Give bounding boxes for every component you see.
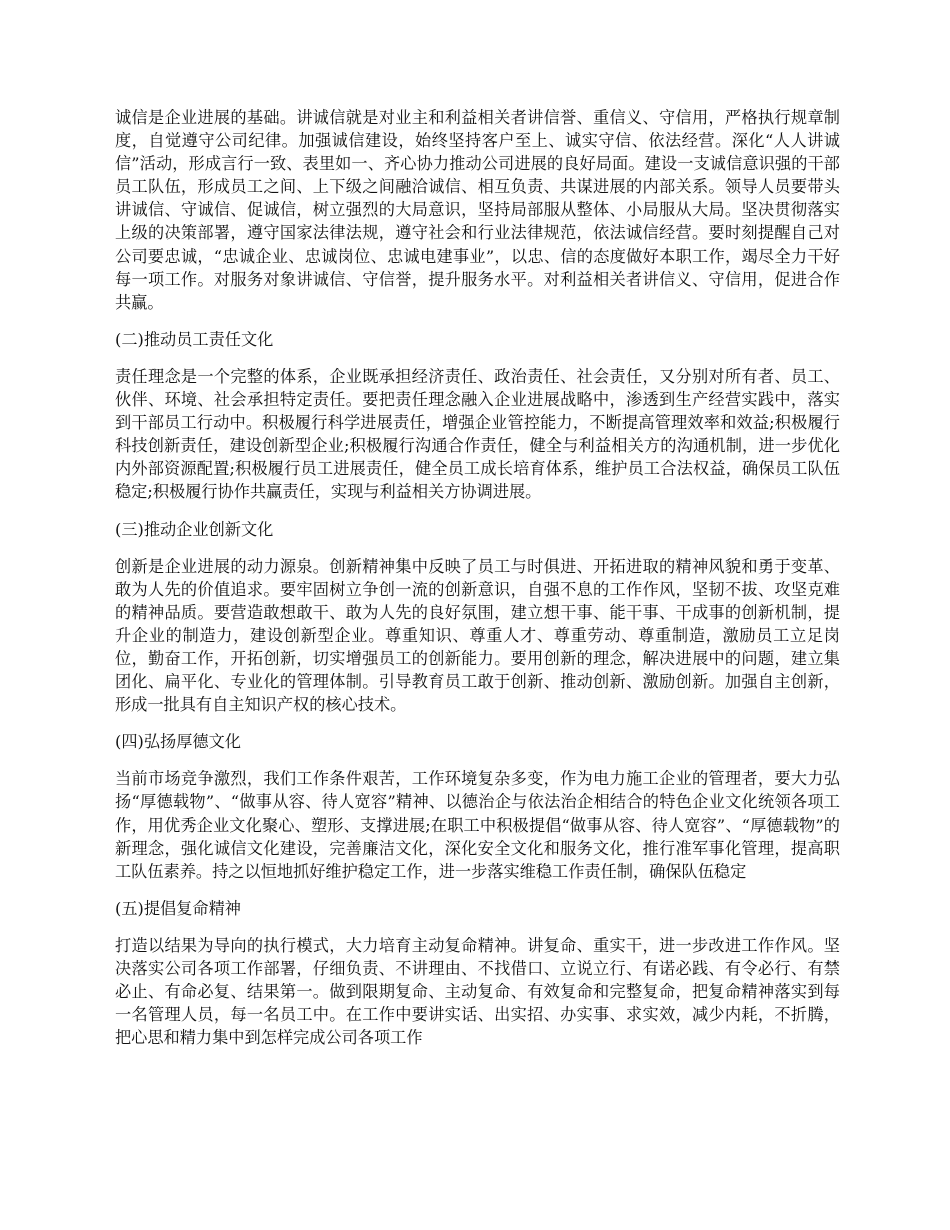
heading-responsibility-culture: (二)推动员工责任文化 <box>115 329 274 349</box>
paragraph-responsibility: 责任理念是一个完整的体系，企业既承担经济责任、政治责任、社会责任，又分别对所有者、员工、伙伴、环境、社会承担特定责任。要把责任理念融入企业进展战略中，渗透到生产经营实践中，落实到干部员工行动中。积极履行科学进展责任，增强企业管控能力，不断提高管理效率和效益;积极履行科技创新责任，建设创新型企业;积极履行沟通合作责任，健全与利益相关方的沟通机制，进一步优化内外部资源配置;积极履行员工进展责任，健全员工成长培育体系，维护员工合法权益，确保员工队伍稳定;积极履行协作共赢责任，实现与利益相关方协调进展。 <box>115 366 840 502</box>
document-page <box>115 106 840 1063</box>
heading-virtue-culture: (四)弘扬厚德文化 <box>115 732 241 752</box>
paragraph-virtue: 当前市场竞争激烈，我们工作条件艰苦，工作环境复杂多变，作为电力施工企业的管理者，要大力弘扬“厚德载物”、“做事从容、待人宽容”精神、以德治企与依法治企相结合的特色企业文化统领各项工作，用优秀企业文化聚心、塑形、支撑进展;在职工中积极提倡“做事从容、待人宽容”、“厚德载物”的新理念，强化诚信文化建设，完善廉洁文化，深化安全文化和服务文化，推行准军事化管理，提高职工队伍素养。持之以恒地抓好维护稳定工作，进一步落实维稳工作责任制，确保队伍稳定 <box>115 769 840 881</box>
paragraph-innovation: 创新是企业进展的动力源泉。创新精神集中反映了员工与时俱进、开拓进取的精神风貌和勇于变革、敢为人先的价值追求。要牢固树立争创一流的创新意识，自强不息的工作作风，坚韧不拔、攻坚克难的精神品质。要营造敢想敢干、敢为人先的良好氛围，建立想干事、能干事、干成事的创新机制，提升企业的制造力，建设创新型企业。尊重知识、尊重人才、尊重劳动、尊重制造，激励员工立足岗位，勤奋工作，开拓创新，切实增强员工的创新能力。要用创新的理念，解决进展中的问题，建立集团化、扁平化、专业化的管理体制。引导教育员工敢于创新、推动创新、激励创新。加强自主创新，形成一批具有自主知识产权的核心技术。 <box>115 556 840 715</box>
paragraph-report-back: 打造以结果为导向的执行模式，大力培育主动复命精神。讲复命、重实干，进一步改进工作作风。坚决落实公司各项工作部署，仔细负责、不讲理由、不找借口、立说立行、有诺必践、有令必行、有禁必止、有命必复、结果第一。做到限期复命、主动复命、有效复命和完整复命，把复命精神落实到每一名管理人员，每一名员工中。在工作中要讲实话、出实招、办实事、求实效，减少内耗，不折腾，把心思和精力集中到怎样完成公司各项工作 <box>115 935 840 1048</box>
heading-innovation-culture: (三)推动企业创新文化 <box>115 519 274 539</box>
paragraph-integrity: 诚信是企业进展的基础。讲诚信就是对业主和利益相关者讲信誉、重信义、守信用，严格执行规章制度，自觉遵守公司纪律。加强诚信建设，始终坚持客户至上、诚实守信、依法经营。深化“人人讲诚信”活动，形成言行一致、表里如一、齐心协力推动公司进展的良好局面。建设一支诚信意识强的干部员工队伍，形成员工之间、上下级之间融洽诚信、相互负责、共谋进展的内部关系。领导人员要带头讲诚信、守诚信、促诚信，树立强烈的大局意识，坚持局部服从整体、小局服从大局。坚决贯彻落实上级的决策部署，遵守国家法律法规，遵守社会和行业法律规范，依法诚信经营。要时刻提醒自己对公司要忠诚，“忠诚企业、忠诚岗位、忠诚电建事业”，以忠、信的态度做好本职工作，竭尽全力干好每一项工作。对服务对象讲诚信、守信誉，提升服务水平。对利益相关者讲信义、守信用，促进合作共赢。 <box>115 108 840 312</box>
heading-report-back-spirit: (五)提倡复命精神 <box>115 898 241 918</box>
